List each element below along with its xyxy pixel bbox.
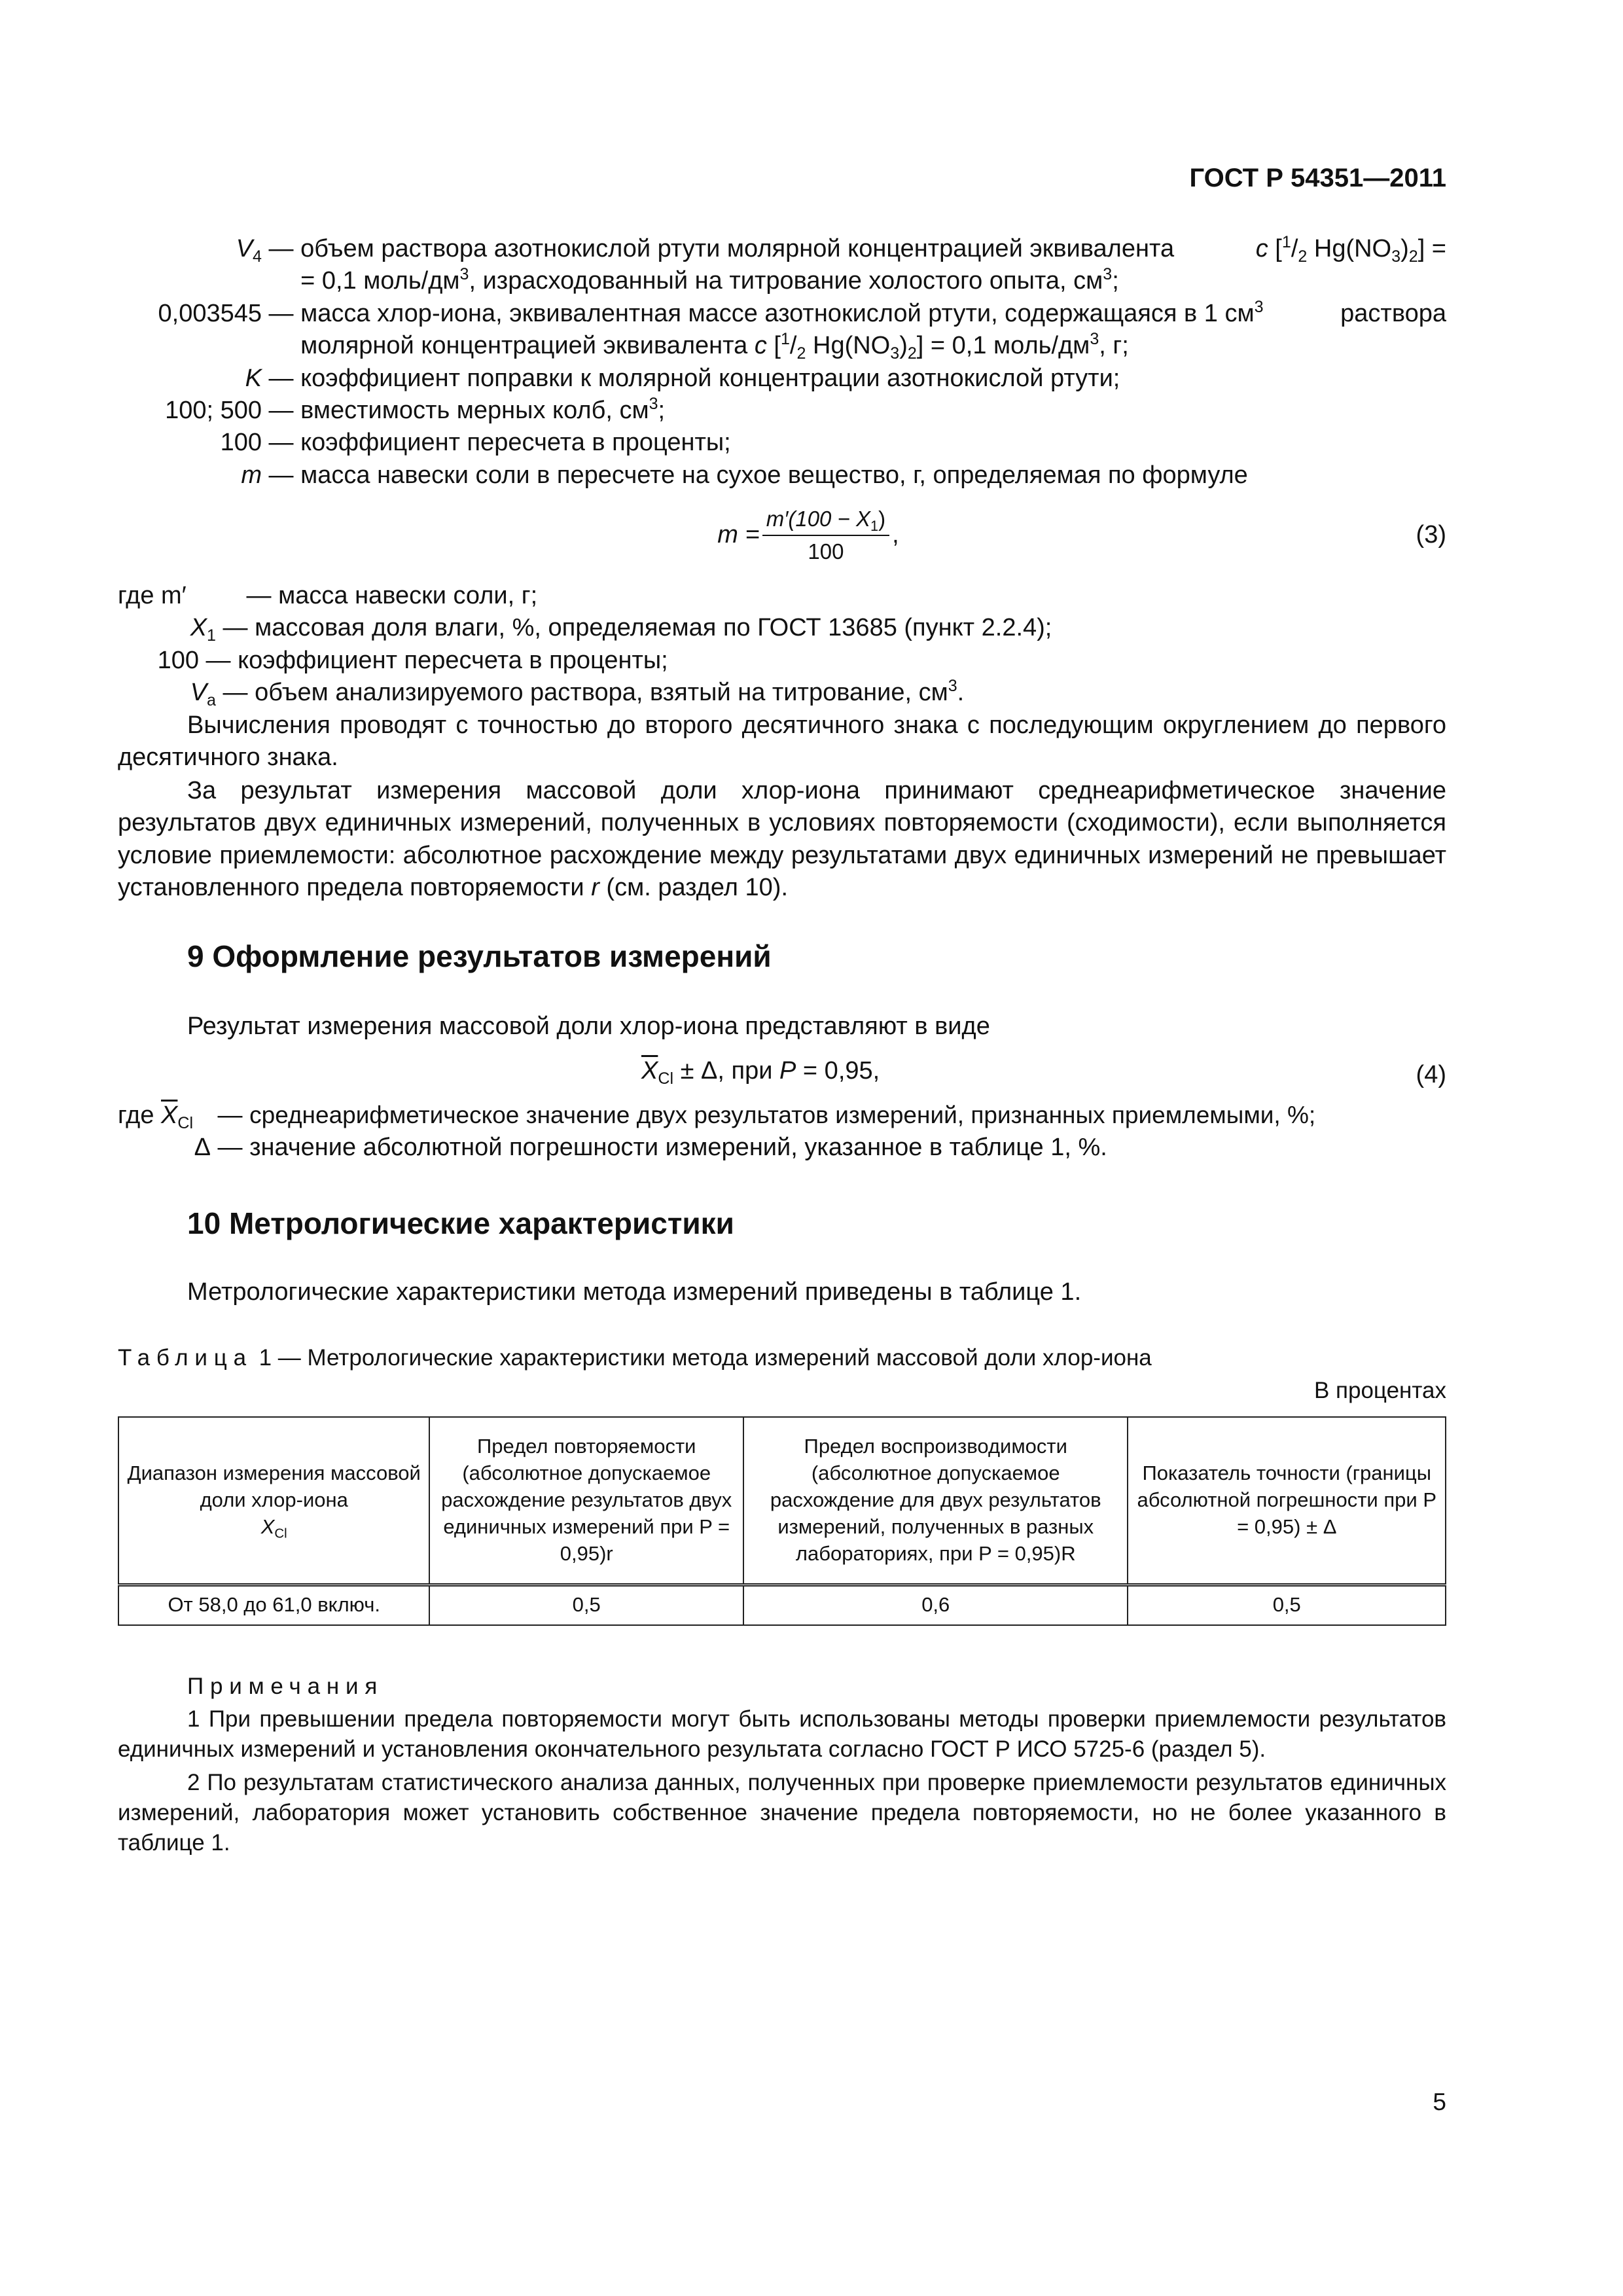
definition-mprime: где m′ — масса навески соли, г; [118,582,538,609]
formula-3-fraction: $\frac{m'(100 - X_1)}{100}$ [762,506,889,564]
table-cell: 0,5 [429,1585,743,1625]
section-9-heading: 9 Оформление результатов измерений [187,939,772,973]
equation-number-4: (4) [1416,1061,1446,1088]
definition-v4: $V_4$ — объем раствора азотнокислой ртути молярной концентрацией эквивалента c [$^1/_2$ $Hg(NO_3)_2$] = = 0,1 моль/$дм^3$, израсходованный на титрование холостого опыта, $см^3$; [236,233,1446,295]
table-row [118,1585,1446,1625]
table-header-accuracy: Показатель точности (границы абсолютной погрешности при P = 0,95) ± Δ [1128,1417,1446,1585]
table-header-reproducibility: Предел воспроизводимости (абсолютное допускаемое расхождение для двух результатов измерений, полученных в разных лабораториях, при P = 0,95)R [743,1417,1128,1585]
definition-coefficient: 0,003545 — масса хлор-иона, эквивалентная массе азотнокислой ртути, содержащаяся в 1 $см^3$ раствора молярной концентрацией эквивалента c [$^1/_2$ $Hg(NO_3)_2] = 0,1$ моль/$дм^3$, г; [158,298,1446,363]
table-cell: 0,5 [1128,1585,1446,1625]
table-header-range: Диапазон измерения массовой доли хлор-иона $X_{Cl}$ [118,1417,429,1585]
term-symbol: V [236,235,253,262]
section-9-intro: Результат измерения массовой доли хлор-иона представляют в виде [187,1013,990,1040]
definitions-block-1 [118,233,1446,492]
definitions-block-3 [118,1100,1446,1164]
note-1: 1 При превышении предела повторяемости могут быть использованы методы проверки приемлемости результатов единичных измерений и установления окончательного результата согласно ГОСТ Р ИСО 5725-6 (раздел 5). [118,1706,1446,1763]
definition-x1: $X_1$ — массовая доля влаги, %, определяемая по ГОСТ 13685 (пункт 2.2.4); [190,614,1052,645]
table-1 [118,1416,1446,1626]
definition-m: m — масса навески соли в пересчете на сухое вещество, г, определяемая по формуле [241,461,1248,489]
section-10-intro: Метрологические характеристики метода измерений приведены в таблице 1. [187,1278,1082,1306]
paragraph-result: За результат измерения массовой доли хлор-иона принимают среднеарифметическое значение результатов двух единичных измерений, полученных в условиях повторяемости (сходимости), если выполняется условие приемлемости: абсолютное расхождение между результатами двух единичных измерений не превышает установленного предела повторяемости r (см. раздел 10). [118,777,1446,902]
formula-3: m = $\frac{m'(100 - X_1)}{100}$ , (3) [717,507,1446,564]
table-cell: От 58,0 до 61,0 включ. [118,1585,429,1625]
table-1-unit: В процентах [1313,1378,1446,1403]
equation-number-3: (3) [1416,521,1446,549]
section-10-heading: 10 Метрологические характеристики [187,1206,734,1240]
definition-volumes: 100; 500 — вместимость мерных колб, $см^3$; [165,395,666,424]
table-header-repeatability: Предел повторяемости (абсолютное допускаемое расхождение результатов двух единичных измерений при P = 0,95)r [429,1417,743,1585]
paragraph-rounding: Вычисления проводят с точностью до второго десятичного знака с последующим округлением до первого десятичного знака. [118,711,1446,772]
page-number: 5 [1433,2089,1446,2115]
formula-4: $\overline{X}_{Cl} \pm \Delta$, при P = 0,95, (4) [118,1055,1446,1092]
notes-block [118,1672,1446,1858]
notes-title: Примечания [187,1674,384,1699]
definition-percent-2: 100 — коэффициент пересчета в проценты; [157,646,668,674]
definition-xcl: где $\overline{X}_{Cl}$ — среднеарифметическое значение двух результатов измерений, признанных приемлемыми, %; [118,1102,1316,1133]
definitions-block-2 [118,580,1446,709]
definition-k: K — коэффициент поправки к молярной концентрации азотнокислой ртути; [245,364,1120,392]
definition-delta: Δ — значение абсолютной погрешности измерений, указанное в таблице 1, %. [194,1134,1107,1162]
definition-percent: 100 — коэффициент пересчета в проценты; [220,429,731,457]
table-cell: 0,6 [743,1585,1128,1625]
note-2: 2 По результатам статистического анализа данных, полученных при проверке приемлемости результатов единичных измерений, лаборатория может установить собственное значение предела повторяемости, но не более указанного в таблице 1. [118,1769,1446,1856]
table-header-row [118,1417,1446,1585]
definition-va: $V_а$ — объем анализируемого раствора, взятый на титрование, $см^3$. [190,677,965,710]
table-1-caption: Таблица 1 — Метрологические характеристики метода измерений массовой доли хлор-иона [118,1345,1152,1371]
document-header: ГОСТ Р 54351—2011 [1189,164,1446,192]
